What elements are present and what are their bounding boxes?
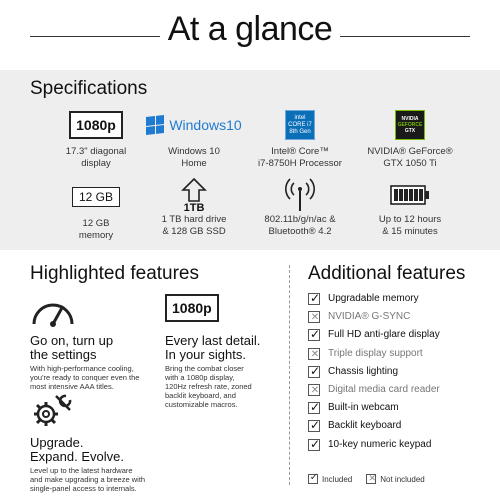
feature-list-item xyxy=(308,417,493,435)
feature-title-line: In your sights. xyxy=(165,347,246,362)
spec-caption-line: memory xyxy=(78,230,114,241)
intel-core-i7-badge-icon xyxy=(285,110,315,140)
spec-caption-line: Windows 10 xyxy=(168,146,220,157)
specifications-section xyxy=(0,70,500,250)
spec-caption-line: Up to 12 hours xyxy=(378,214,442,225)
header-rule-right xyxy=(340,36,470,37)
spec-battery xyxy=(355,176,465,238)
memory-chip-icon: 12 GB xyxy=(72,187,120,207)
windows-logo-icon xyxy=(146,116,241,134)
feature-cooling xyxy=(30,334,170,391)
spec-caption-line: GTX 1050 Ti xyxy=(383,158,437,169)
spec-processor xyxy=(245,108,355,170)
spec-caption-line: display xyxy=(81,158,111,169)
gtx-badge-line: NVIDIA xyxy=(401,116,419,122)
highlighted-features-title: Highlighted features xyxy=(30,263,199,284)
spec-caption-line: Bluetooth® 4.2 xyxy=(268,226,332,237)
page-title: At a glance xyxy=(167,10,333,48)
feature-list-label: Built-in webcam xyxy=(328,402,399,414)
legend-included-label: Included xyxy=(322,474,353,484)
intel-badge-line: CORE i7 xyxy=(288,121,312,128)
legend-not-included-label: Not included xyxy=(380,474,425,484)
feature-list-label: Digital media card reader xyxy=(328,384,440,396)
feature-list-label: Triple display support xyxy=(328,347,423,359)
spec-wireless xyxy=(245,176,355,238)
intel-badge-line: intel xyxy=(294,114,306,121)
feature-list-item xyxy=(308,326,493,344)
additional-features-title: Additional features xyxy=(308,263,466,284)
section-divider xyxy=(289,265,290,485)
feature-desc-line: with a 1080p display, xyxy=(165,373,235,382)
cross-box-icon: ✕ xyxy=(308,311,320,323)
spec-caption-line: & 15 minutes xyxy=(382,226,438,237)
wifi-antenna-icon xyxy=(282,177,318,213)
feature-desc-line: backlit keyboard, and xyxy=(165,391,236,400)
spec-caption-line: 12 GB xyxy=(82,218,110,229)
legend-included xyxy=(308,474,352,484)
spec-caption-line: 1 TB hard drive xyxy=(161,214,227,225)
feature-upgrade xyxy=(30,436,180,493)
feature-list-item xyxy=(308,363,493,381)
check-box-icon: ✓ xyxy=(309,436,321,451)
check-box-icon: ✓ xyxy=(309,327,321,342)
check-box-icon: ✓ xyxy=(309,400,321,415)
intel-badge-line: 8th Gen xyxy=(289,128,311,135)
feature-title-line: Expand. Evolve. xyxy=(30,449,124,464)
feature-desc-line: 120Hz refresh rate, zoned xyxy=(165,382,252,391)
spec-caption-line: NVIDIA® GeForce® xyxy=(367,146,453,157)
spec-caption-line: Home xyxy=(181,158,207,169)
spec-os xyxy=(139,108,249,170)
feature-list-item xyxy=(308,345,493,363)
display-1080p-badge: 1080p xyxy=(165,294,219,322)
spec-caption-line: 17.3" diagonal xyxy=(65,146,127,157)
feature-title-line: Every last detail. xyxy=(165,333,261,348)
feature-list-item xyxy=(308,381,493,399)
spec-caption-line: Intel® Core™ xyxy=(271,146,329,157)
upload-arrow-icon xyxy=(181,177,207,203)
windows-logo-text: Windows10 xyxy=(169,117,242,133)
spec-caption-line: & 128 GB SSD xyxy=(162,226,226,237)
feature-list-label: 10-key numeric keypad xyxy=(328,438,432,450)
feature-desc-line: customizable macros. xyxy=(165,400,238,409)
feature-title-line: Upgrade. xyxy=(30,435,84,450)
check-box-icon: ✓ xyxy=(309,363,321,378)
feature-list-item xyxy=(308,399,493,417)
additional-features-list xyxy=(308,290,493,454)
battery-icon xyxy=(390,184,430,206)
specifications-title: Specifications xyxy=(30,78,148,99)
feature-list-label: NVIDIA® G-SYNC xyxy=(328,311,411,323)
gtx-badge-line: GTX xyxy=(404,128,416,134)
feature-display xyxy=(165,334,285,409)
cross-box-icon: ✕ xyxy=(308,348,320,360)
feature-list-label: Backlit keyboard xyxy=(328,420,402,432)
legend-not-included xyxy=(366,474,424,484)
legend xyxy=(308,474,439,484)
feature-desc-line: With high-performance cooling, xyxy=(30,364,134,373)
feature-desc-line: Level up to the latest hardware xyxy=(30,466,133,475)
feature-list-label: Full HD anti-glare display xyxy=(328,329,440,341)
feature-list-item xyxy=(308,436,493,454)
nvidia-geforce-gtx-badge-icon xyxy=(395,110,425,140)
spec-display xyxy=(41,108,151,170)
feature-title-line: Go on, turn up xyxy=(30,333,114,348)
check-box-icon: ✓ xyxy=(309,418,321,433)
spec-graphics xyxy=(355,108,465,170)
spec-memory xyxy=(41,180,151,242)
gtx-badge-line: GEFORCE xyxy=(397,122,423,128)
check-box-icon: ✓ xyxy=(309,291,321,306)
gear-wrench-icon xyxy=(30,392,74,432)
feature-desc-line: most intensive AAA titles. xyxy=(30,382,114,391)
feature-list-label: Chassis lighting xyxy=(328,365,399,377)
cross-box-icon: ✕ xyxy=(308,384,320,396)
feature-desc-line: you're ready to conquer even the xyxy=(30,373,140,382)
spec-caption-line: i7-8750H Processor xyxy=(258,158,342,169)
display-1080p-icon: 1080p xyxy=(69,111,123,139)
spec-caption-line: 802.11b/g/n/ac & xyxy=(264,214,336,225)
feature-list-item xyxy=(308,308,493,326)
feature-desc-line: and make upgrading a breeze with xyxy=(30,475,146,484)
feature-list-item xyxy=(308,290,493,308)
header xyxy=(0,0,500,70)
storage-1tb-label: 1TB xyxy=(183,201,205,214)
speedometer-icon xyxy=(30,292,76,330)
check-box-icon: ✓ xyxy=(309,472,319,483)
spec-storage xyxy=(139,176,249,238)
feature-list-label: Upgradable memory xyxy=(328,293,419,305)
cross-box-icon: ✕ xyxy=(366,474,376,484)
feature-desc-line: Bring the combat closer xyxy=(165,364,244,373)
feature-title-line: the settings xyxy=(30,347,97,362)
feature-desc-line: single-panel access to internals. xyxy=(30,484,137,493)
